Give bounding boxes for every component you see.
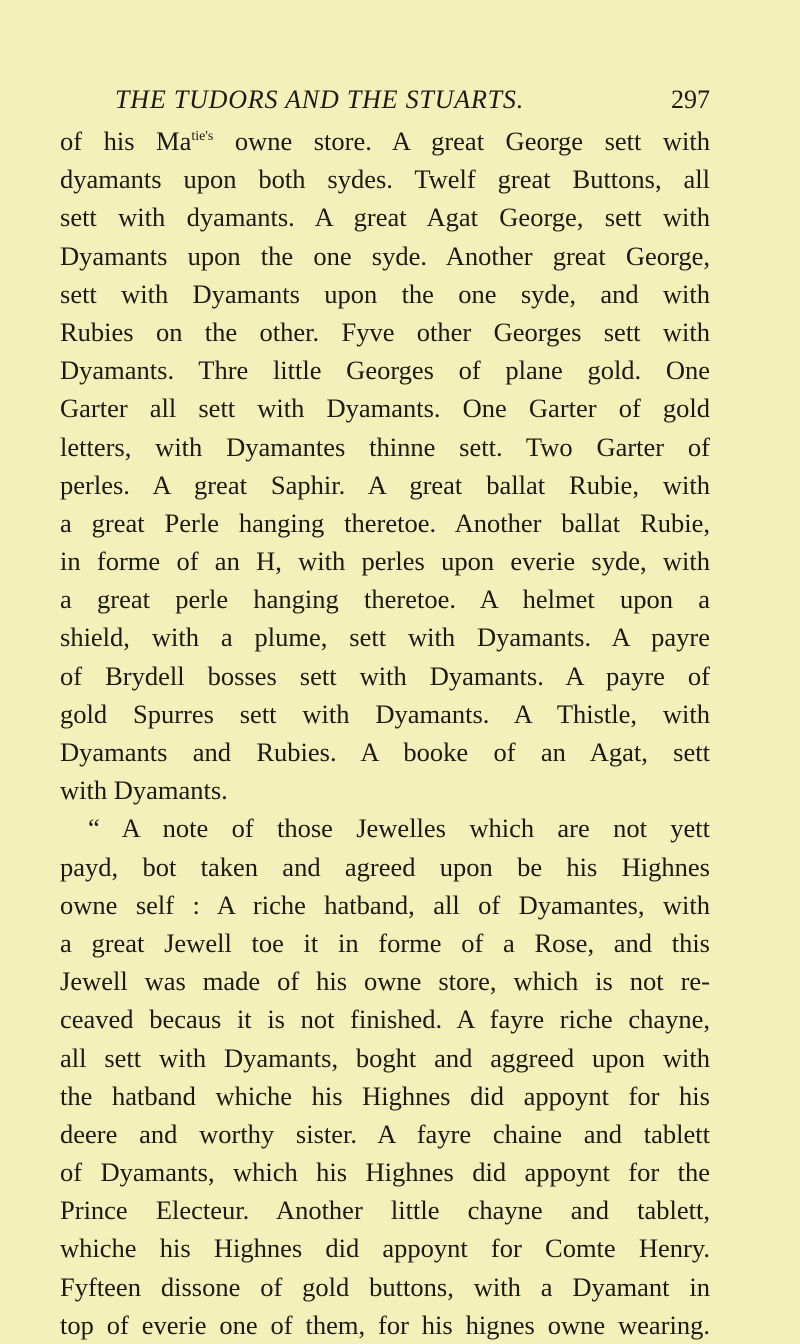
text-line: of Brydell bosses sett with Dyamants. A payre of [60, 660, 710, 691]
superscript-abbreviation: tie's [191, 129, 214, 144]
body-text [60, 122, 710, 1344]
text-line: Dyamants upon the one syde. Another great George, [60, 240, 710, 271]
paragraph-end-line: with Dyamants. [60, 775, 228, 806]
text-line: sett with Dyamants upon the one syde, and with [60, 278, 710, 309]
text-line: letters, with Dyamantes thinne sett. Two Garter of [60, 431, 710, 462]
text-line: top of everie one of them, for his hignes owne wearing. [60, 1309, 710, 1340]
text-line: shield, with a plume, sett with Dyamants. A payre [60, 622, 710, 653]
text-line: a great Perle hanging theretoe. Another ballat Rubie, [60, 507, 710, 538]
text-line: Rubies on the other. Fyve other Georges sett with [60, 316, 710, 347]
paragraph-start-line: “ A note of those Jewelles which are not yett [88, 813, 710, 844]
text-line: a great perle hanging theretoe. A helmet upon a [60, 584, 710, 615]
text-line: in forme of an H, with perles upon everie syde, with [60, 546, 710, 577]
text-line: a great Jewell toe it in forme of a Rose, and this [60, 927, 710, 958]
text-line: perles. A great Saphir. A great ballat Rubie, with [60, 469, 710, 500]
text-line: Fyfteen dissone of gold buttons, with a Dyamant in [60, 1271, 710, 1302]
page-number: 297 [671, 85, 710, 114]
text-line: all sett with Dyamants, boght and aggreed upon with [60, 1042, 710, 1073]
text-line: payd, bot taken and agreed upon be his Highnes [60, 851, 710, 882]
running-head: THE TUDORS AND THE STUARTS. [115, 85, 524, 114]
text-line: whiche his Highnes did appoynt for Comte Henry. [60, 1233, 710, 1264]
text-line: dyamants upon both sydes. Twelf great Buttons, all [60, 164, 710, 195]
text-line-1-start: of his Ma [60, 126, 192, 156]
text-line: ceaved becaus it is not finished. A fayre riche chayne, [60, 1004, 710, 1035]
text-line: owne self : A riche hatband, all of Dyamantes, with [60, 889, 710, 920]
text-line: Dyamants and Rubies. A booke of an Agat, sett [60, 737, 710, 767]
text-line: deere and worthy sister. A fayre chaine and tablett [60, 1118, 710, 1149]
text-line: of Dyamants, which his Highnes did appoynt for the [60, 1157, 710, 1188]
text-line: Garter all sett with Dyamants. One Garter of gold [60, 393, 710, 424]
text-line: the hatband whiche his Highnes did appoynt for his [60, 1080, 710, 1111]
text-line: gold Spurres sett with Dyamants. A Thistle, with [60, 698, 710, 729]
page-header [115, 80, 710, 120]
text-line-1-end: owne store. A great George sett with [213, 126, 710, 156]
text-line: Dyamants. Thre little Georges of plane gold. One [60, 355, 710, 386]
text-line: Prince Electeur. Another little chayne and tablett, [60, 1195, 710, 1226]
text-line-1 [60, 122, 710, 160]
text-line: sett with dyamants. A great Agat George, sett with [60, 202, 710, 233]
text-line: Jewell was made of his owne store, which is not re- [60, 966, 710, 997]
